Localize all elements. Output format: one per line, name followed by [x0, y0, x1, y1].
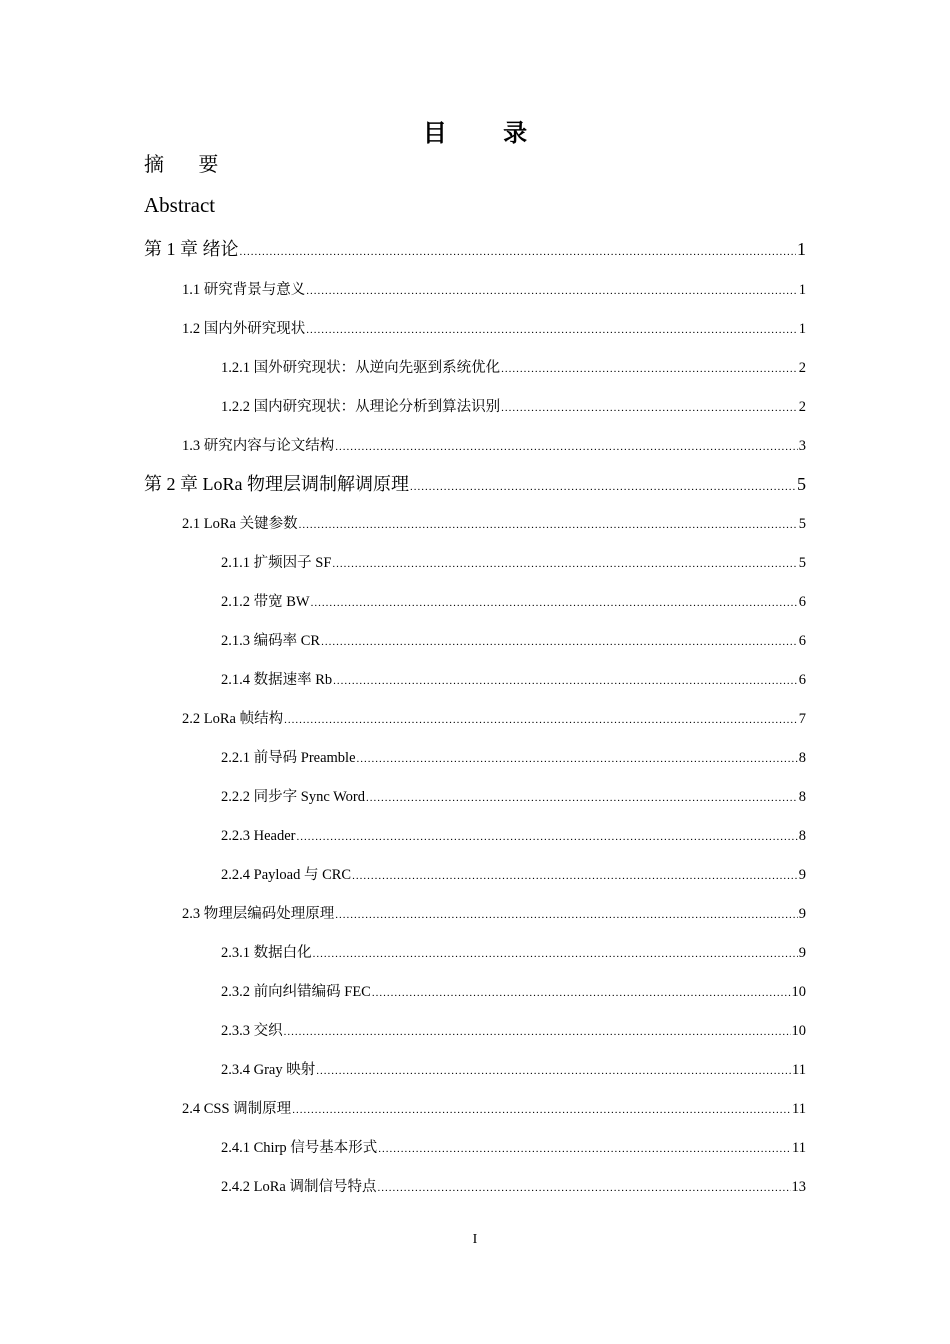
toc-entry — [221, 826, 806, 847]
toc-entry-title: 2.2.2 同步字 Sync Word — [221, 789, 365, 805]
toc-entry-title: 2.2.4 Payload 与 CRC — [221, 867, 352, 883]
toc-entry — [221, 865, 806, 886]
toc-entry — [221, 670, 806, 691]
toc-dot-leader — [501, 359, 798, 379]
toc-entry — [221, 1021, 806, 1042]
toc-entry-page: 11 — [792, 1062, 806, 1078]
toc-entry-page: 3 — [798, 438, 806, 454]
toc-entry-page: 6 — [798, 594, 806, 610]
toc-entry-page: 9 — [798, 906, 806, 922]
toc-dot-leader — [284, 1022, 791, 1042]
toc-entry — [221, 748, 806, 769]
toc-entry-title: 2.3.4 Gray 映射 — [221, 1062, 316, 1078]
toc-entry — [182, 1099, 806, 1120]
toc-entry-title: 2.3 物理层编码处理原理 — [182, 906, 335, 922]
toc-entry-title: 第 2 章 LoRa 物理层调制解调原理 — [144, 474, 409, 494]
toc-entry-page: 9 — [798, 867, 806, 883]
toc-entry-page: 5 — [797, 474, 806, 494]
toc-entry-title: 2.4.1 Chirp 信号基本形式 — [221, 1140, 378, 1156]
toc-entry-title: 1.2.1 国外研究现状：从逆向先驱到系统优化 — [221, 360, 501, 376]
toc-entry-title: 1.2 国内外研究现状 — [182, 321, 306, 337]
toc-entry-title: 2.3.1 数据白化 — [221, 945, 312, 961]
toc-dot-leader — [311, 593, 798, 613]
toc-entry — [182, 904, 806, 925]
toc-dot-leader — [366, 788, 798, 808]
toc-dot-leader — [292, 1100, 791, 1120]
toc-entry — [221, 397, 806, 418]
toc-entry-page: 8 — [798, 828, 806, 844]
toc-dot-leader — [284, 710, 798, 730]
toc-entry — [221, 553, 806, 574]
front-matter-abstract-en: Abstract — [144, 193, 216, 217]
toc-entry — [221, 982, 806, 1003]
toc-entry-page: 6 — [798, 633, 806, 649]
toc-dot-leader — [296, 827, 797, 847]
toc-entry-page: 8 — [798, 789, 806, 805]
toc-entry-title: 2.1 LoRa 关键参数 — [182, 516, 298, 532]
toc-entry — [182, 436, 806, 457]
page-number: I — [472, 1232, 478, 1247]
toc-entry — [221, 1060, 806, 1081]
toc-entry-page: 10 — [791, 984, 806, 1000]
toc-entry-title: 2.4 CSS 调制原理 — [182, 1101, 292, 1117]
toc-dot-leader — [321, 632, 798, 652]
toc-entry-page: 8 — [798, 750, 806, 766]
toc-entry-title: 2.1.3 编码率 CR — [221, 633, 321, 649]
toc-entry-title: 2.1.4 数据速率 Rb — [221, 672, 333, 688]
toc-dot-leader — [240, 240, 797, 264]
toc-dot-leader — [372, 983, 791, 1003]
toc-dot-leader — [306, 281, 798, 301]
toc-entry — [182, 319, 806, 340]
toc-entry — [221, 1138, 806, 1159]
toc-entry-title: 2.1.2 带宽 BW — [221, 594, 310, 610]
toc-entry — [221, 631, 806, 652]
toc-entry — [221, 358, 806, 379]
toc-entry-title: 2.1.1 扩频因子 SF — [221, 555, 332, 571]
toc-entry-page: 13 — [791, 1179, 806, 1195]
toc-entry-title: 2.3.2 前向纠错编码 FEC — [221, 984, 371, 1000]
toc-entry-title: 1.1 研究背景与意义 — [182, 282, 306, 298]
toc-entry-page: 6 — [798, 672, 806, 688]
toc-entry — [221, 1177, 806, 1198]
toc-entry-page: 10 — [791, 1023, 806, 1039]
toc-dot-leader — [357, 749, 798, 769]
toc-dot-leader — [316, 1061, 791, 1081]
toc-dot-leader — [352, 866, 798, 886]
toc-dot-leader — [299, 515, 798, 535]
toc-dot-leader — [335, 905, 798, 925]
toc-entry-title: 2.2.1 前导码 Preamble — [221, 750, 356, 766]
toc-entry-page: 2 — [798, 399, 806, 415]
toc-entry-page: 5 — [798, 555, 806, 571]
toc-entry-title: 1.2.2 国内研究现状：从理论分析到算法识别 — [221, 399, 501, 415]
toc-dot-leader — [501, 398, 798, 418]
toc-entry — [221, 592, 806, 613]
toc-entry — [182, 280, 806, 301]
toc-dot-leader — [313, 944, 798, 964]
toc-entry-title: 第 1 章 绪论 — [144, 239, 239, 259]
toc-entry-title: 1.3 研究内容与论文结构 — [182, 438, 335, 454]
toc-entry-title: 2.2.3 Header — [221, 828, 296, 844]
toc-entry — [144, 472, 806, 499]
toc-entry-page: 9 — [798, 945, 806, 961]
toc-dot-leader — [378, 1139, 791, 1159]
toc-entry-page: 1 — [798, 321, 806, 337]
toc-dot-leader — [410, 475, 796, 499]
toc-dot-leader — [306, 320, 798, 340]
toc-entry — [221, 787, 806, 808]
toc-entry-page: 11 — [792, 1101, 806, 1117]
toc-entry-page: 7 — [798, 711, 806, 727]
toc-entry-page: 1 — [798, 282, 806, 298]
toc-dot-leader — [332, 554, 797, 574]
toc-entry-page: 1 — [797, 239, 806, 259]
toc-entry — [144, 237, 806, 264]
toc-dot-leader — [333, 671, 798, 691]
toc-entry-title: 2.4.2 LoRa 调制信号特点 — [221, 1179, 377, 1195]
toc-entry-title: 2.3.3 交织 — [221, 1023, 283, 1039]
toc-entry-page: 11 — [792, 1140, 806, 1156]
toc-dot-leader — [377, 1178, 790, 1198]
toc-entry-page: 5 — [798, 516, 806, 532]
toc-entry — [182, 709, 806, 730]
toc-entry — [182, 514, 806, 535]
front-matter-abstract-cn: 摘 要 — [144, 152, 233, 176]
toc-dot-leader — [335, 437, 798, 457]
toc-entry-page: 2 — [798, 360, 806, 376]
toc-entry — [221, 943, 806, 964]
page-title: 目 录 — [422, 119, 552, 147]
toc-entry-title: 2.2 LoRa 帧结构 — [182, 711, 284, 727]
